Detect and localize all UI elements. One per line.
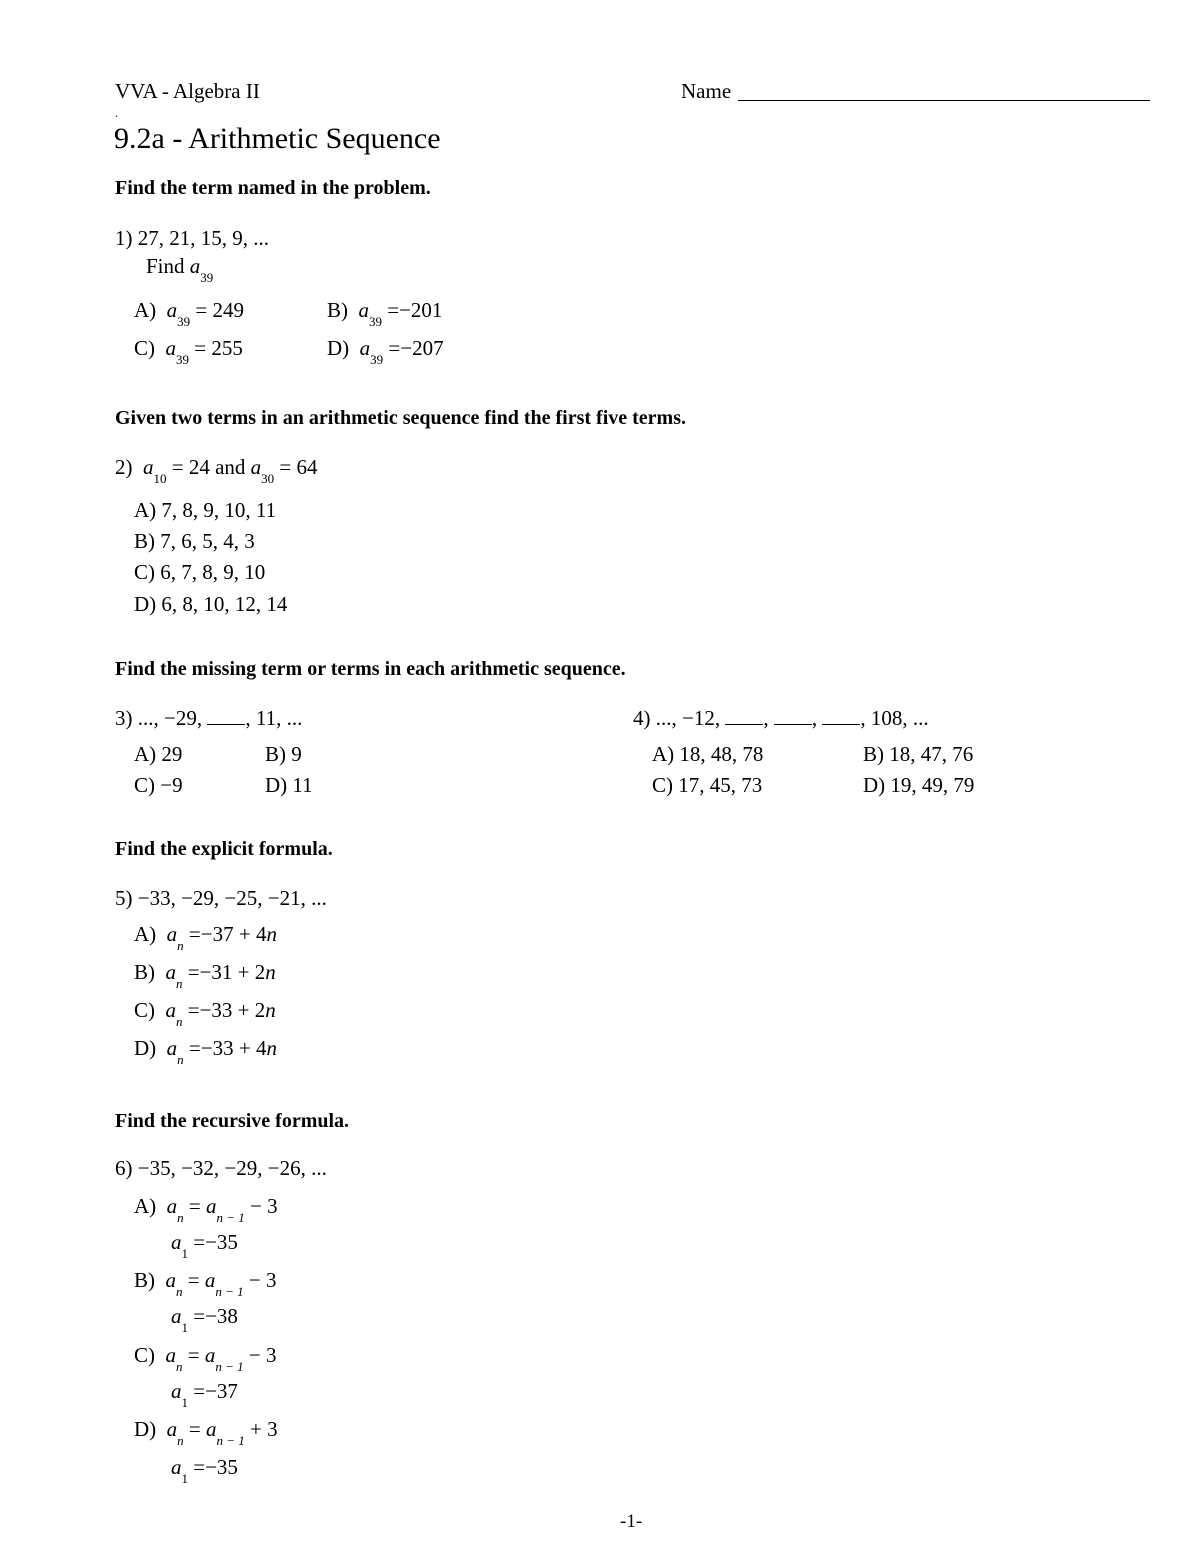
var-n: n: [265, 998, 276, 1022]
question-number: 2): [115, 455, 133, 479]
choice-label: B): [134, 960, 155, 984]
term-eq: = 64: [274, 455, 318, 479]
question-2-prompt: [115, 455, 318, 486]
term-sub: 1: [181, 1320, 188, 1335]
q1-choice-a[interactable]: [134, 298, 245, 329]
term-var: a: [171, 1379, 182, 1403]
term-var: a: [143, 455, 154, 479]
term-var: a: [171, 1455, 182, 1479]
choice-label: B): [327, 298, 348, 322]
choice-value: = 255: [189, 336, 243, 360]
choice-label: A): [134, 1194, 157, 1218]
q1-choice-d[interactable]: [327, 336, 444, 367]
q2-choice-a[interactable]: A) 7, 8, 9, 10, 11: [134, 498, 277, 522]
name-label: Name: [681, 79, 732, 103]
q4-choice-d[interactable]: D) 19, 49, 79: [863, 773, 975, 797]
answer-blank[interactable]: [774, 708, 812, 725]
section-instructions-2: Given two terms in an arithmetic sequence find the first five terms.: [115, 407, 686, 429]
course-label: VVA - Algebra II: [115, 79, 260, 103]
choice-label: A): [134, 298, 157, 322]
q6-choice-d-initial: [171, 1455, 238, 1486]
term-var: a: [165, 336, 176, 360]
term-sub-prev: n − 1: [215, 1284, 244, 1299]
term-var: a: [171, 1230, 182, 1254]
term-var: a: [166, 298, 178, 322]
term-var: a: [189, 254, 201, 278]
term-sub: 39: [200, 270, 214, 285]
q6-choice-b[interactable]: B) $a_n = a_{n - 1} - 3$: [134, 1268, 277, 1299]
term-var: a: [206, 1194, 217, 1218]
section-instructions-3: Find the missing term or terms in each arithmetic sequence.: [115, 658, 626, 680]
var-n: n: [266, 922, 277, 946]
stray-dot: .: [115, 106, 118, 120]
choice-label: A): [134, 922, 157, 946]
section-instructions-4: Find the explicit formula.: [115, 838, 333, 860]
term-sub-prev: n − 1: [216, 1210, 245, 1225]
page-number: -1-: [620, 1511, 643, 1532]
question-5-prompt: 5) −33, −29, −25, −21, ...: [115, 886, 327, 910]
q2-choice-b[interactable]: B) 7, 6, 5, 4, 3: [134, 529, 255, 553]
q6-choice-c-initial: [171, 1379, 238, 1410]
term-var: a: [250, 455, 262, 479]
separator: ,: [811, 706, 823, 730]
q5-choice-a[interactable]: [134, 922, 277, 953]
term-sub: 39: [177, 314, 191, 329]
q2-choice-c[interactable]: C) 6, 7, 8, 9, 10: [134, 560, 266, 584]
sequence-start: 4) ..., −12,: [633, 706, 726, 730]
sequence-start: 3) ..., −29,: [115, 706, 208, 730]
page-title: 9.2a - Arithmetic Sequence: [114, 122, 441, 155]
term-sub: 1: [181, 1246, 188, 1261]
choice-label: D): [134, 1036, 157, 1060]
var-n: n: [266, 1036, 277, 1060]
recursive-op: − 3: [243, 1268, 277, 1292]
term-sub: 39: [370, 352, 384, 367]
term-var: a: [166, 1036, 178, 1060]
q4-choice-c[interactable]: C) 17, 45, 73: [652, 773, 763, 797]
sequence-end: , 11, ...: [245, 706, 303, 730]
choice-value: =−37 + 4: [183, 922, 267, 946]
q5-choice-b[interactable]: [134, 960, 276, 991]
choice-label: C): [134, 336, 155, 360]
term-sub: 39: [369, 314, 382, 329]
term-sub: 10: [153, 471, 167, 486]
q1-choice-c[interactable]: [134, 336, 243, 367]
recursive-op: + 3: [244, 1417, 278, 1441]
separator: ,: [763, 706, 774, 730]
term-var: a: [206, 1417, 217, 1441]
recursive-op: − 3: [243, 1343, 277, 1367]
q3-choice-c[interactable]: C) −9: [134, 773, 183, 797]
q6-choice-a-initial: [171, 1230, 238, 1261]
term-sub: 1: [181, 1395, 188, 1410]
q6-choice-c[interactable]: C) $a_n = a_{n - 1} - 3$: [134, 1343, 277, 1374]
section-instructions-5: Find the recursive formula.: [115, 1110, 350, 1132]
choice-value: =−31 + 2: [182, 960, 266, 984]
find-label: Find: [146, 254, 190, 278]
choice-label: B): [134, 1268, 155, 1292]
answer-blank[interactable]: [207, 708, 245, 725]
q5-choice-d[interactable]: [134, 1036, 277, 1067]
question-6-prompt: 6) −35, −32, −29, −26, ...: [115, 1156, 327, 1180]
choice-label: C): [134, 998, 155, 1022]
q6-choice-d[interactable]: D) $a_n = a_{n - 1} + 3$: [134, 1417, 278, 1448]
term-sub-prev: n − 1: [216, 1433, 245, 1448]
term-sub: n: [177, 1052, 184, 1067]
choice-label: D): [134, 1417, 157, 1441]
initial-value: =−37: [188, 1379, 238, 1403]
term-sub-prev: n − 1: [215, 1359, 244, 1374]
question-1-find: [146, 254, 214, 285]
term-var: a: [171, 1304, 182, 1328]
term-sub: 39: [176, 352, 189, 367]
choice-value: =−33 + 4: [183, 1036, 267, 1060]
choice-value: =−207: [383, 336, 444, 360]
term-sub: n: [176, 1284, 183, 1299]
initial-value: =−35: [188, 1230, 238, 1254]
choice-label: C): [134, 1343, 155, 1367]
term-sub: 1: [181, 1471, 188, 1486]
q5-choice-c[interactable]: [134, 998, 276, 1029]
var-n: n: [265, 960, 276, 984]
q6-choice-a[interactable]: A) $a_n = a_{n - 1} - 3$: [134, 1194, 278, 1225]
q1-choice-b[interactable]: [327, 298, 443, 329]
q3-choice-a[interactable]: A) 29: [134, 742, 183, 766]
recursive-op: − 3: [244, 1194, 278, 1218]
question-4-prompt: [633, 706, 929, 731]
choice-value: =−201: [382, 298, 443, 322]
term-var: a: [165, 960, 176, 984]
q2-choice-d[interactable]: D) 6, 8, 10, 12, 14: [134, 592, 288, 616]
answer-blank[interactable]: [822, 708, 860, 725]
q4-choice-a[interactable]: A) 18, 48, 78: [652, 742, 764, 766]
term-var: a: [165, 1268, 176, 1292]
term-sub: 30: [261, 471, 275, 486]
term-var: a: [359, 336, 371, 360]
question-3-prompt: [115, 706, 302, 731]
term-sub: n: [176, 1359, 183, 1374]
choice-label: D): [327, 336, 350, 360]
name-field-line[interactable]: [738, 100, 1150, 101]
question-1-prompt: 1) 27, 21, 15, 9, ...: [115, 226, 269, 250]
term-sub: n: [177, 1210, 184, 1225]
initial-value: =−35: [188, 1455, 238, 1479]
term-sub: n: [177, 938, 184, 953]
q3-choice-b[interactable]: B) 9: [265, 742, 302, 766]
choice-value: =−33 + 2: [182, 998, 266, 1022]
choice-value: = 249: [190, 298, 245, 322]
term-sub: n: [177, 1433, 184, 1448]
term-sub: n: [176, 1014, 183, 1029]
q6-choice-b-initial: [171, 1304, 238, 1335]
q4-choice-b[interactable]: B) 18, 47, 76: [863, 742, 974, 766]
term-var: a: [166, 1194, 178, 1218]
answer-blank[interactable]: [725, 708, 763, 725]
sequence-end: , 108, ...: [860, 706, 929, 730]
term-var: a: [165, 998, 176, 1022]
term-var: a: [166, 1417, 178, 1441]
section-instructions-1: Find the term named in the problem.: [115, 177, 431, 199]
term-var: a: [204, 1343, 216, 1367]
q3-choice-d[interactable]: D) 11: [265, 773, 313, 797]
term-var: a: [165, 1343, 176, 1367]
term-eq: = 24 and: [166, 455, 251, 479]
term-var: a: [358, 298, 369, 322]
term-sub: n: [176, 976, 183, 991]
term-var: a: [166, 922, 178, 946]
term-var: a: [204, 1268, 216, 1292]
initial-value: =−38: [188, 1304, 238, 1328]
